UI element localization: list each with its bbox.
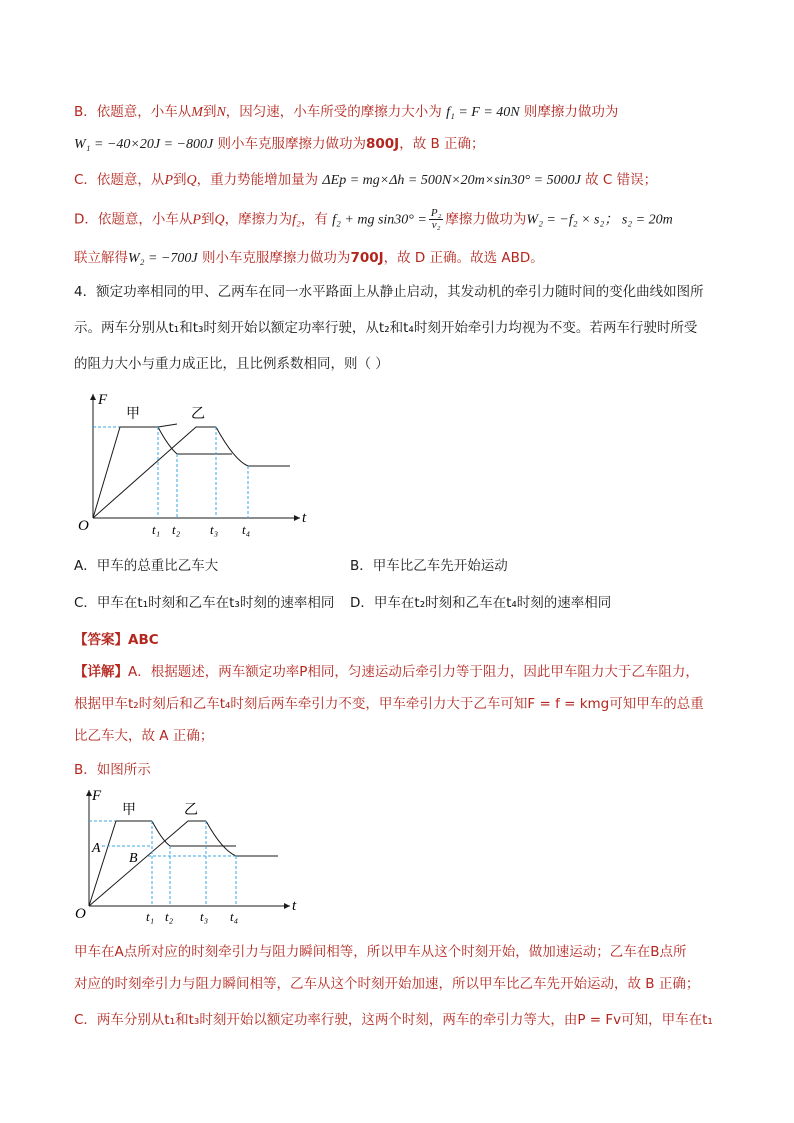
tick-t4: t₄ xyxy=(230,909,239,924)
option-b: B．甲车比乙车先开始运动 xyxy=(350,558,508,574)
detail-b2: 对应的时刻牵引力与阻力瞬间相等，乙车从这个时刻开始加速，所以甲车比乙车先开始运动，故 B 正确； xyxy=(74,976,700,992)
label-yi: 乙 xyxy=(184,803,198,818)
curve-yi-tail xyxy=(206,821,278,856)
part-b-mid: ，因匀速，小车所受的摩擦力大小为 xyxy=(225,104,442,120)
detail-line2: 根据甲车t₂时刻后和乙车t₄时刻后两车牵引力不变，甲车牵引力大于乙车可知F = f = kmg可知甲车的总重 xyxy=(74,696,704,712)
work-eq-w2: W₂ = −f₂ × s₂ xyxy=(526,212,605,228)
part-d-l2-mid: 则小车克服摩擦力做功为 xyxy=(201,250,351,266)
force-time-graph-annotated xyxy=(74,784,314,924)
origin-label: O xyxy=(75,906,86,922)
part-b-line2 xyxy=(74,134,485,155)
point-p: P xyxy=(164,173,173,188)
detail-label: 【详解】 xyxy=(74,664,128,680)
detail-line3: 比乙车大，故 A 正确； xyxy=(74,728,214,744)
fraction-denominator: v₂ xyxy=(431,219,441,231)
answer-label: 【答案】 xyxy=(74,632,128,648)
text-dao: 到 xyxy=(173,172,187,188)
fraction-numerator: P₂ xyxy=(430,207,442,219)
curve-yi xyxy=(93,427,216,518)
q4-line1: 4．额定功率相同的甲、乙两车在同一水平路面上从静止启动，其发动机的牵引力随时间的变化曲线如图所 xyxy=(74,284,704,300)
t-axis-label: t xyxy=(302,510,307,526)
part-d-line2 xyxy=(74,248,544,269)
curve-jia-tail xyxy=(152,821,236,846)
part-d-prefix: D．依题意，小车从 xyxy=(74,211,193,228)
part-d-line1 xyxy=(74,208,673,231)
part-b-prefix: B．依题意，小车从 xyxy=(74,104,192,120)
point-b-label: B xyxy=(129,851,138,866)
tick-t3: t₃ xyxy=(210,522,219,537)
point-q: Q xyxy=(186,173,197,188)
curve-jia xyxy=(89,821,152,906)
f-axis-label: F xyxy=(92,788,102,804)
answer-line xyxy=(74,630,159,650)
curve-jia-tail xyxy=(158,427,232,454)
force-time-graph xyxy=(74,388,314,540)
potential-energy-eq: ΔEp = mg×Δh = 500N×20m×sin30° = 5000J xyxy=(322,173,581,188)
detail-a1: A．根据题述，两车额定功率P相同，匀速运动后牵引力等于阻力，因此甲车阻力大于乙车阻力， xyxy=(128,664,699,680)
origin-label: O xyxy=(78,518,89,534)
part-d-l2-prefix: 联立解得 xyxy=(74,250,128,266)
part-c-suffix: 故 C 错误； xyxy=(585,172,658,188)
detail-b-head: B．如图所示 xyxy=(74,762,151,778)
work-eq-w1: W₁ = −40×20J = −800J xyxy=(74,137,214,152)
part-d-mid: ，摩擦力为 xyxy=(224,211,293,228)
force-balance-eq: f₂ + mg sin30° = xyxy=(332,212,427,228)
tick-t1: t₁ xyxy=(146,909,155,924)
label-jia: 甲 xyxy=(126,407,140,422)
friction-f2: f₂ xyxy=(292,212,301,228)
f-axis-label: F xyxy=(98,392,108,408)
tick-t2: t₂ xyxy=(165,909,174,924)
curve-yi-tail xyxy=(216,427,290,466)
part-b-line1 xyxy=(74,102,618,123)
work-value-700: 700J xyxy=(350,250,384,266)
part-b-suffix: 则摩擦力做功为 xyxy=(523,104,619,120)
point-p: P xyxy=(192,212,201,228)
point-n: N xyxy=(216,105,226,120)
q4-line2: 示。两车分别从t₁和t₃时刻开始以额定功率行驶，从t₂和t₄时刻开始牵引力均视为不变。若两车行驶时所受 xyxy=(74,320,698,336)
work-value-800: 800J xyxy=(366,136,400,152)
curve-yi xyxy=(89,821,206,906)
part-b-l2-mid: 则小车克服摩擦力做功为 xyxy=(217,136,366,152)
text-dao: 到 xyxy=(202,104,217,120)
point-m: M xyxy=(191,105,203,120)
option-d: D．甲车在t₂时刻和乙车在t₄时刻的速率相同 xyxy=(350,595,612,611)
tick-t1: t₁ xyxy=(152,522,161,537)
part-c-prefix: C．依题意，从 xyxy=(74,172,165,188)
text-dao: 到 xyxy=(200,211,215,228)
power-fraction xyxy=(429,208,444,231)
point-q: Q xyxy=(214,212,225,228)
tick-t3: t₃ xyxy=(200,909,209,924)
work-label: 摩擦力做功为 xyxy=(445,211,527,228)
label-jia: 甲 xyxy=(122,803,136,818)
friction-eq: f₁ = F = 40N xyxy=(446,105,520,120)
q4-line3: 的阻力大小与重力成正比，且比例系数相同，则（ ） xyxy=(74,356,389,372)
part-d-l2-suffix: ，故 D 正确。故选 ABD。 xyxy=(383,250,544,266)
work-result-eq: W₂ = −700J xyxy=(128,251,198,266)
answer-value: ABC xyxy=(128,632,159,648)
option-c: C．甲车在t₁时刻和乙车在t₃时刻的速率相同 xyxy=(74,595,335,611)
tick-t4: t₄ xyxy=(242,522,251,537)
text-you: ，有 xyxy=(300,211,328,228)
label-yi: 乙 xyxy=(191,407,205,422)
t-axis-label: t xyxy=(292,898,297,914)
part-c-line xyxy=(74,170,657,191)
detail-b1: 甲车在A点所对应的时刻牵引力与阻力瞬间相等，所以甲车从这个时刻开始，做加速运动；乙车在B点所 xyxy=(74,944,687,960)
detail-c1: C．两车分别从t₁和t₃时刻开始以额定功率行驶，这两个时刻，两车的牵引力等大，由P = Fv可知，甲车在t₁ xyxy=(74,1012,713,1028)
option-a: A．甲车的总重比乙车大 xyxy=(74,558,219,574)
part-b-l2-suffix: ，故 B 正确； xyxy=(399,136,485,152)
distance-eq: ； s₂ = 20m xyxy=(604,212,673,228)
tick-t2: t₂ xyxy=(172,522,181,537)
point-a-label: A xyxy=(92,841,101,856)
part-c-mid: ，重力势能增加量为 xyxy=(196,172,319,188)
detail-line1 xyxy=(74,662,699,682)
